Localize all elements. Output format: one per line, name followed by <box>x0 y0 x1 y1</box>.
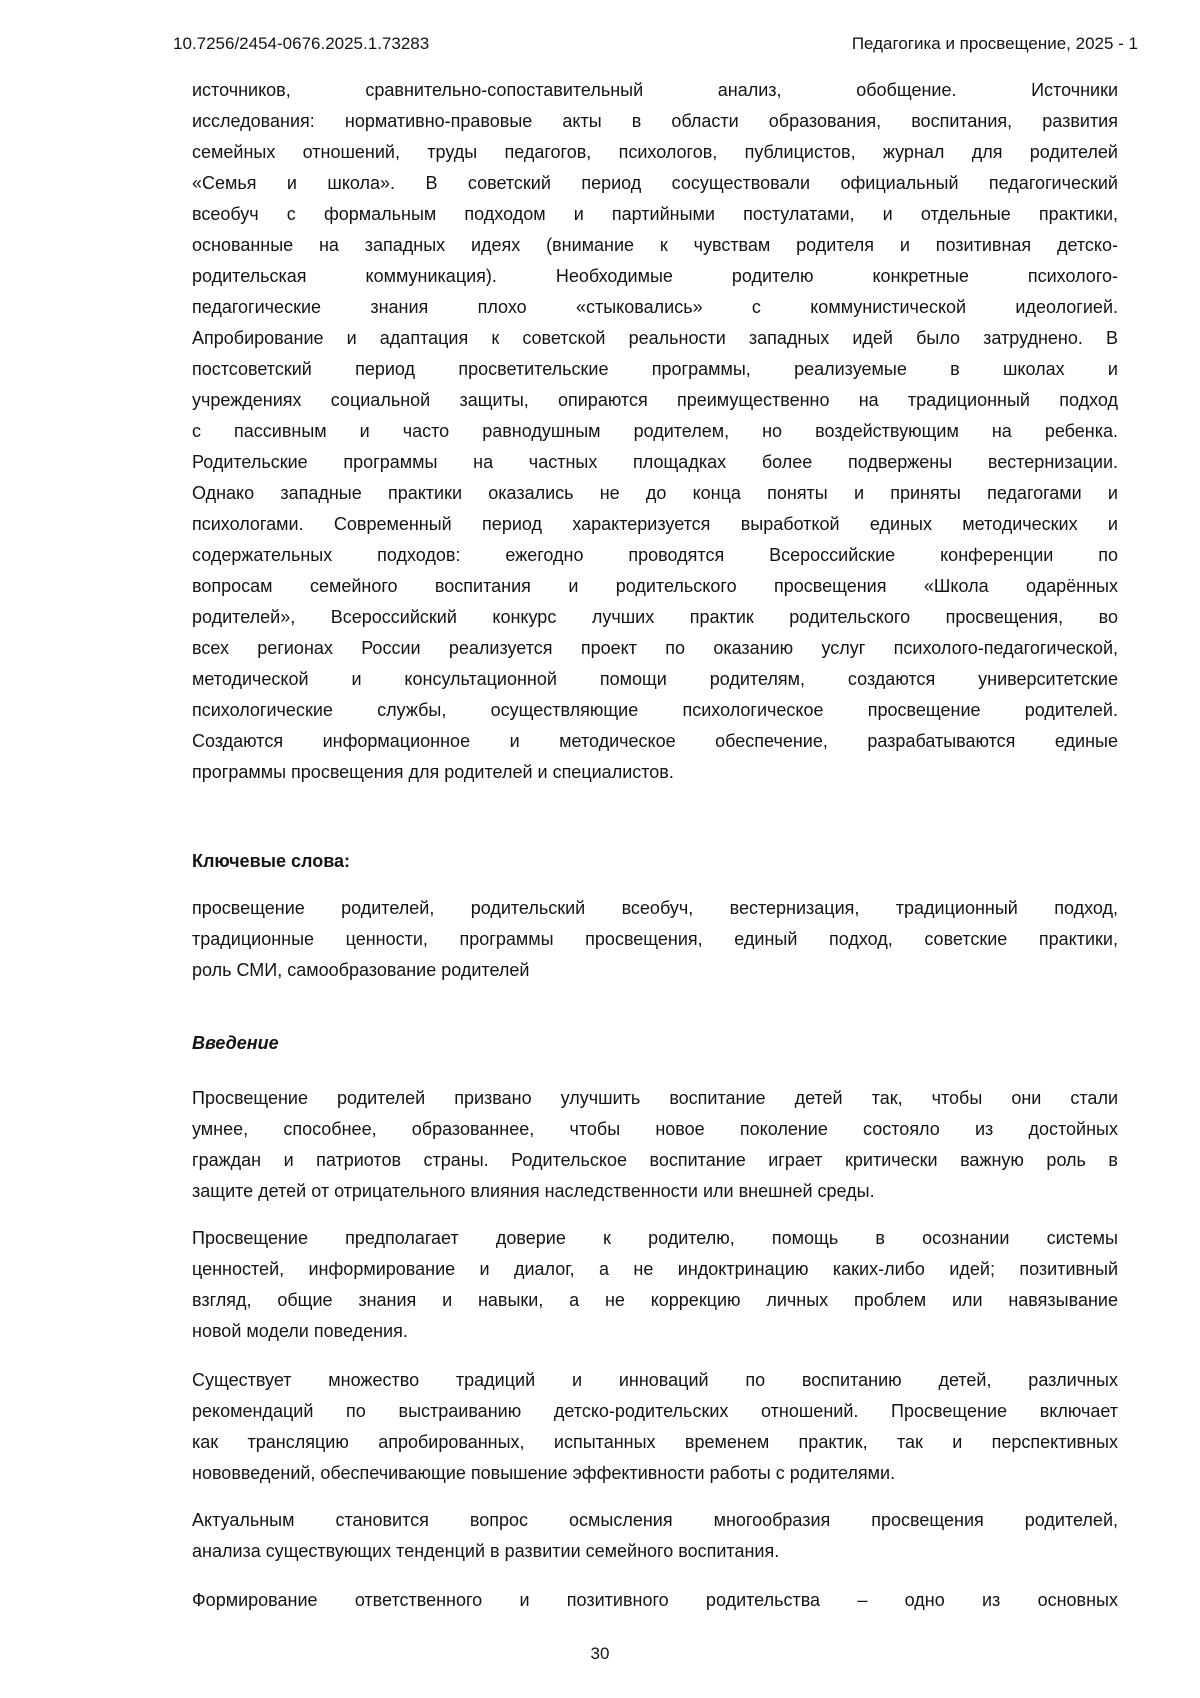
text-line: источников, сравнительно-сопоставительный анализ, обобщение. Источники <box>192 80 1118 100</box>
text-line: программы просвещения для родителей и специалистов. <box>192 762 674 782</box>
text-line: методической и консультационной помощи родителям, создаются университетские <box>192 669 1118 689</box>
text-line: новой модели поведения. <box>192 1321 408 1341</box>
text-line: Создаются информационное и методическое обеспечение, разрабатываются единые <box>192 731 1118 751</box>
text-line: семейных отношений, труды педагогов, психологов, публицистов, журнал для родителей <box>192 142 1118 162</box>
text-line: исследования: нормативно-правовые акты в области образования, воспитания, развития <box>192 111 1118 131</box>
text-line: умнее, способнее, образованнее, чтобы новое поколение состояло из достойных <box>192 1119 1118 1139</box>
text-line: роль СМИ, самообразование родителей <box>192 960 530 980</box>
page-header <box>173 33 1138 54</box>
text-line: граждан и патриотов страны. Родительское воспитание играет критически важную роль в <box>192 1150 1118 1170</box>
text-line: всеобуч с формальным подходом и партийными постулатами, и отдельные практики, <box>192 204 1118 224</box>
text-line: «Семья и школа». В советский период сосуществовали официальный педагогический <box>192 173 1118 193</box>
intro-p3 <box>192 1365 1118 1489</box>
text-line: вопросам семейного воспитания и родительского просвещения «Школа одарённых <box>192 576 1118 596</box>
intro-p5 <box>192 1585 1118 1616</box>
text-line: Просвещение родителей призвано улучшить воспитание детей так, чтобы они стали <box>192 1088 1118 1108</box>
text-line: с пассивным и часто равнодушным родителем, но воздействующим на ребенка. <box>192 421 1118 441</box>
document-body <box>192 75 1118 1616</box>
text-line: защите детей от отрицательного влияния наследственности или внешней среды. <box>192 1181 875 1201</box>
intro-heading: Введение <box>192 1033 279 1053</box>
text-line: психологические службы, осуществляющие психологическое просвещение родителей. <box>192 700 1118 720</box>
text-line: постсоветский период просветительские программы, реализуемые в школах и <box>192 359 1118 379</box>
text-line: содержательных подходов: ежегодно проводятся Всероссийские конференции по <box>192 545 1118 565</box>
intro-p1 <box>192 1083 1118 1207</box>
text-line: просвещение родителей, родительский всеобуч, вестернизация, традиционный подход, <box>192 898 1118 918</box>
text-line: родительская коммуникация). Необходимые родителю конкретные психолого- <box>192 266 1118 286</box>
text-line: как трансляцию апробированных, испытанных временем практик, так и перспективных <box>192 1432 1118 1452</box>
text-line: Апробирование и адаптация к советской реальности западных идей было затруднено. В <box>192 328 1118 348</box>
text-line: рекомендаций по выстраиванию детско-родительских отношений. Просвещение включает <box>192 1401 1118 1421</box>
page-footer <box>0 1638 1200 1669</box>
text-line: Просвещение предполагает доверие к родителю, помощь в осознании системы <box>192 1228 1118 1248</box>
text-line: Родительские программы на частных площадках более подвержены вестернизации. <box>192 452 1118 472</box>
intro-p2 <box>192 1223 1118 1347</box>
keywords <box>192 893 1118 986</box>
text-line: психологами. Современный период характеризуется выработкой единых методических и <box>192 514 1118 534</box>
text-line: родителей», Всероссийский конкурс лучших практик родительского просвещения, во <box>192 607 1118 627</box>
abstract-continuation <box>192 75 1118 788</box>
text-line: педагогические знания плохо «стыковались» с коммунистической идеологией. <box>192 297 1118 317</box>
journal-title: Педагогика и просвещение, 2025 - 1 <box>851 34 1138 53</box>
text-line: традиционные ценности, программы просвещения, единый подход, советские практики, <box>192 929 1118 949</box>
keywords-heading: Ключевые слова: <box>192 851 351 871</box>
doi-text: 10.7256/2454-0676.2025.1.73283 <box>173 34 430 53</box>
text-line: анализа существующих тенденций в развитии семейного воспитания. <box>192 1541 780 1561</box>
text-line: Однако западные практики оказались не до конца поняты и приняты педагогами и <box>192 483 1118 503</box>
text-line: всех регионах России реализуется проект по оказанию услуг психолого-педагогической, <box>192 638 1118 658</box>
text-line: Формирование ответственного и позитивного родительства – одно из основных <box>192 1590 1118 1610</box>
text-line: взгляд, общие знания и навыки, а не коррекцию личных проблем или навязывание <box>192 1290 1118 1310</box>
text-line: нововведений, обеспечивающие повышение эффективности работы с родителями. <box>192 1463 896 1483</box>
text-line: ценностей, информирование и диалог, а не индоктринацию каких-либо идей; позитивный <box>192 1259 1118 1279</box>
text-line: Существует множество традиций и инноваций по воспитанию детей, различных <box>192 1370 1118 1390</box>
page-number: 30 <box>590 1644 610 1663</box>
text-line: основанные на западных идеях (внимание к чувствам родителя и позитивная детско- <box>192 235 1118 255</box>
text-line: учреждениях социальной защиты, опираются преимущественно на традиционный подход <box>192 390 1118 410</box>
intro-p4 <box>192 1505 1118 1567</box>
text-line: Актуальным становится вопрос осмысления многообразия просвещения родителей, <box>192 1510 1118 1530</box>
